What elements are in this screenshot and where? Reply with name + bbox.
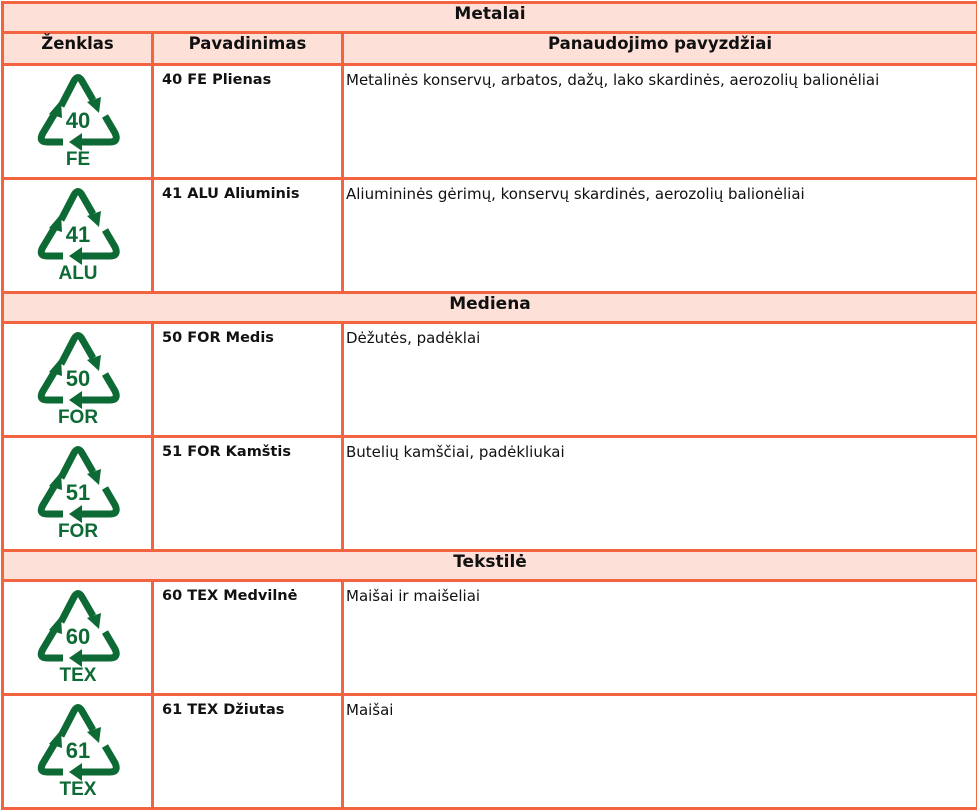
item-name: 40 FE Plienas xyxy=(153,65,343,179)
recycling-triangle-icon xyxy=(35,69,121,169)
item-examples: Butelių kamščiai, padėkliukai xyxy=(343,437,977,551)
item-examples: Dėžutės, padėklai xyxy=(343,323,977,437)
svg-text:ALU: ALU xyxy=(58,263,97,283)
svg-text:TEX: TEX xyxy=(59,779,96,799)
symbol-cell xyxy=(3,179,153,293)
item-name: 51 FOR Kamštis xyxy=(153,437,343,551)
recycling-triangle-icon xyxy=(35,441,121,541)
recycling-triangle-icon xyxy=(35,327,121,427)
symbol-cell xyxy=(3,695,153,809)
item-name: 60 TEX Medvilnė xyxy=(153,581,343,695)
svg-text:41: 41 xyxy=(65,222,89,247)
item-name: 50 FOR Medis xyxy=(153,323,343,437)
section-header-mediena xyxy=(3,293,977,323)
column-header-examples: Panaudojimo pavyzdžiai xyxy=(343,33,977,65)
section-title: Metalai xyxy=(3,3,977,33)
recycling-codes-table xyxy=(1,1,977,810)
section-header-metalai xyxy=(3,3,977,33)
item-name: 61 TEX Džiutas xyxy=(153,695,343,809)
svg-text:FE: FE xyxy=(65,149,89,169)
svg-text:61: 61 xyxy=(65,738,89,763)
column-header-name: Pavadinimas xyxy=(153,33,343,65)
section-title: Tekstilė xyxy=(3,551,977,581)
section-title: Mediena xyxy=(3,293,977,323)
table-row xyxy=(3,179,977,293)
item-name: 41 ALU Aliuminis xyxy=(153,179,343,293)
column-header-symbol: Ženklas xyxy=(3,33,153,65)
svg-text:51: 51 xyxy=(65,480,89,505)
svg-text:TEX: TEX xyxy=(59,665,96,685)
symbol-cell xyxy=(3,323,153,437)
table-row xyxy=(3,323,977,437)
table-row xyxy=(3,437,977,551)
column-header-row xyxy=(3,33,977,65)
symbol-cell xyxy=(3,437,153,551)
item-examples: Maišai ir maišeliai xyxy=(343,581,977,695)
svg-text:50: 50 xyxy=(65,366,89,391)
recycling-triangle-icon xyxy=(35,699,121,799)
section-header-tekstile xyxy=(3,551,977,581)
item-examples: Metalinės konservų, arbatos, dažų, lako skardinės, aerozolių balionėliai xyxy=(343,65,977,179)
table-row xyxy=(3,65,977,179)
table-row xyxy=(3,695,977,809)
symbol-cell xyxy=(3,581,153,695)
svg-text:40: 40 xyxy=(65,108,89,133)
table-row xyxy=(3,581,977,695)
recycling-triangle-icon xyxy=(35,183,121,283)
svg-text:FOR: FOR xyxy=(57,407,97,427)
symbol-cell xyxy=(3,65,153,179)
item-examples: Aliumininės gėrimų, konservų skardinės, aerozolių balionėliai xyxy=(343,179,977,293)
svg-text:60: 60 xyxy=(65,624,89,649)
recycling-triangle-icon xyxy=(35,585,121,685)
item-examples: Maišai xyxy=(343,695,977,809)
svg-text:FOR: FOR xyxy=(57,521,97,541)
